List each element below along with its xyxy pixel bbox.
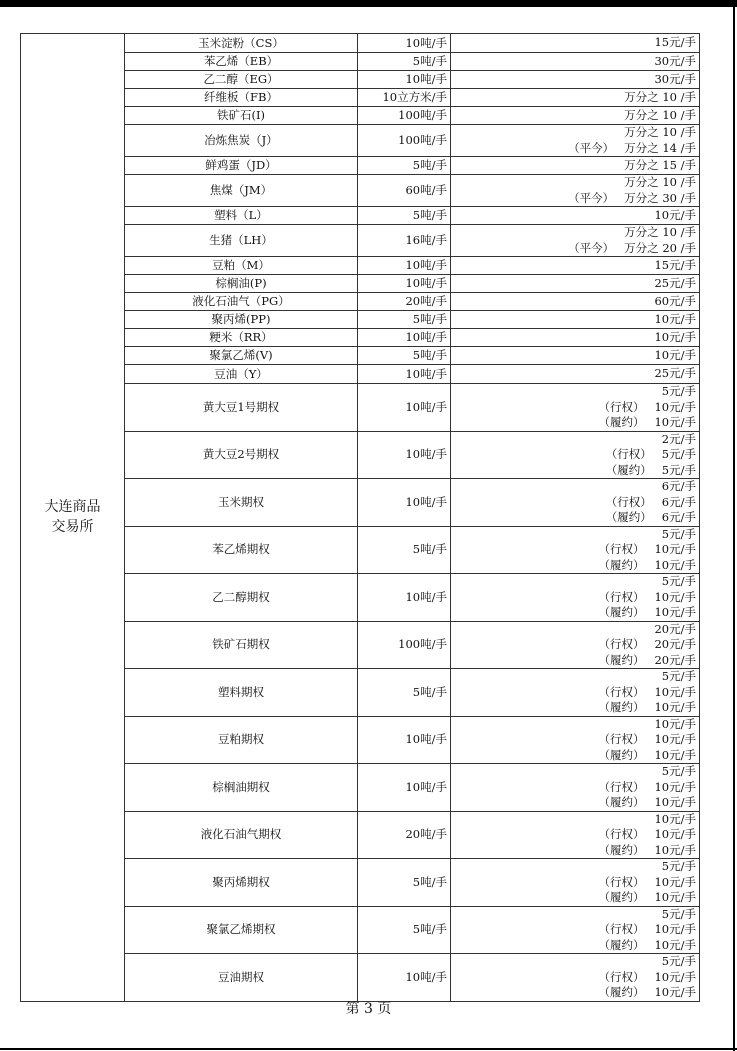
fee-type-tag: （履约）: [598, 557, 645, 572]
fee-line: [454, 241, 696, 257]
fee-line: [454, 748, 696, 764]
fee-value: 30元/手: [654, 53, 696, 68]
fee-type-tag: （行权）: [605, 494, 652, 509]
fee-type-tag: （行权）: [605, 447, 652, 461]
fee-value: 10元/手: [654, 605, 696, 619]
fee-value: 10元/手: [654, 311, 696, 326]
fee-type-tag: （行权）: [598, 922, 645, 936]
fee-value: 20元/手: [654, 621, 696, 636]
fee-value: 10元/手: [654, 747, 696, 762]
fee-cell: [451, 574, 700, 622]
fee-table-body: [21, 34, 700, 1002]
fee-type-tag: （履约）: [605, 462, 652, 477]
fee-line: [454, 54, 696, 70]
fee-type-tag: （行权）: [598, 399, 645, 414]
fee-line: [454, 258, 696, 274]
fee-line: [454, 717, 696, 733]
fee-line: [454, 622, 696, 638]
product-name: 聚氯乙烯期权: [125, 906, 358, 954]
exchange-cell: [21, 34, 125, 1002]
fee-line: [454, 922, 696, 938]
fee-line: [454, 108, 696, 124]
fee-cell: [451, 764, 700, 812]
fee-value: 30元/手: [654, 71, 696, 86]
fee-cell: [451, 669, 700, 717]
fee-value: 25元/手: [654, 366, 696, 381]
fee-value: 20元/手: [654, 652, 696, 667]
trading-unit: 5吨/手: [358, 669, 451, 717]
fee-line: [454, 700, 696, 716]
fee-line: [454, 463, 696, 479]
trading-unit: 10吨/手: [358, 257, 451, 275]
fee-value: 10元/手: [654, 732, 696, 746]
fee-line: [454, 35, 696, 51]
fee-value: 10元/手: [654, 937, 696, 952]
fee-line: [454, 558, 696, 574]
fee-type-tag: （平今）: [568, 190, 615, 205]
fee-line: [454, 191, 696, 207]
trading-unit: 5吨/手: [358, 526, 451, 574]
fee-line: [454, 348, 696, 364]
trading-unit: 10吨/手: [358, 365, 451, 384]
table-row: [21, 34, 700, 53]
fee-value: 10元/手: [654, 700, 696, 714]
product-name: 棕榈油期权: [125, 764, 358, 812]
fee-line: [454, 527, 696, 543]
fee-value: 60元/手: [654, 293, 696, 308]
fee-value: 10元/手: [654, 399, 696, 414]
fee-cell: [451, 275, 700, 293]
fee-line: [454, 732, 696, 748]
fee-line: [454, 907, 696, 923]
fee-value: 5元/手: [661, 462, 696, 477]
fee-cell: [451, 157, 700, 175]
product-name: 乙二醇（EG）: [125, 71, 358, 89]
fee-value: 10元/手: [654, 779, 696, 794]
fee-cell: [451, 329, 700, 347]
fee-value: 10元/手: [654, 827, 696, 841]
fee-cell: [451, 53, 700, 71]
fee-type-tag: （履约）: [598, 985, 645, 999]
fee-type-tag: （履约）: [598, 937, 645, 952]
fee-value: 10元/手: [654, 811, 696, 826]
fee-cell: [451, 257, 700, 275]
fee-cell: [451, 107, 700, 125]
fee-line: [454, 510, 696, 526]
fee-cell: [451, 954, 700, 1002]
fee-value: 10元/手: [654, 842, 696, 857]
fee-cell: [451, 125, 700, 157]
fee-line: [454, 175, 696, 191]
fee-value: 25元/手: [654, 275, 696, 290]
product-name: 塑料（L）: [125, 207, 358, 225]
fee-value: 10元/手: [654, 874, 696, 889]
product-name: 聚氯乙烯(V): [125, 347, 358, 365]
fee-line: [454, 590, 696, 606]
product-name: 豆粕（M）: [125, 257, 358, 275]
trading-unit: 60吨/手: [358, 175, 451, 207]
fee-value: 5元/手: [661, 574, 696, 588]
fee-line: [454, 970, 696, 986]
fee-type-tag: （履约）: [598, 415, 645, 429]
fee-line: [454, 158, 696, 174]
fee-value: 10元/手: [654, 985, 696, 999]
fee-value: 10元/手: [654, 557, 696, 572]
fee-value: 6元/手: [661, 479, 696, 493]
fee-type-tag: （履约）: [598, 795, 645, 809]
product-name: 液化石油气期权: [125, 811, 358, 859]
trading-unit: 10吨/手: [358, 479, 451, 527]
product-name: 豆油（Y）: [125, 365, 358, 384]
product-name: 粳米（RR）: [125, 329, 358, 347]
trading-unit: 100吨/手: [358, 125, 451, 157]
trading-unit: 20吨/手: [358, 293, 451, 311]
fee-value: 5元/手: [661, 906, 696, 921]
fee-value: 万分之 10 /手: [624, 125, 696, 139]
trading-unit: 10吨/手: [358, 384, 451, 432]
exchange-name-line1: 大连商品: [44, 499, 101, 516]
fee-type-tag: （行权）: [598, 589, 645, 604]
fee-line: [454, 780, 696, 796]
fee-value: 10元/手: [654, 795, 696, 809]
trading-unit: 20吨/手: [358, 811, 451, 859]
fee-cell: [451, 71, 700, 89]
trading-unit: 10吨/手: [358, 34, 451, 53]
right-border: [733, 0, 735, 1051]
fee-type-tag: （履约）: [598, 890, 645, 904]
fee-cell: [451, 347, 700, 365]
fee-type-tag: （行权）: [598, 732, 645, 746]
fee-line: [454, 574, 696, 590]
trading-unit: 10吨/手: [358, 954, 451, 1002]
fee-cell: [451, 175, 700, 207]
fee-line: [454, 312, 696, 328]
trading-unit: 10吨/手: [358, 71, 451, 89]
fee-cell: [451, 859, 700, 907]
fee-cell: [451, 526, 700, 574]
product-name: 苯乙烯期权: [125, 526, 358, 574]
trading-unit: 100吨/手: [358, 107, 451, 125]
fee-line: [454, 294, 696, 310]
product-name: 黄大豆2号期权: [125, 431, 358, 479]
fee-cell: [451, 207, 700, 225]
trading-unit: 10吨/手: [358, 275, 451, 293]
fee-line: [454, 954, 696, 970]
trading-unit: 10吨/手: [358, 431, 451, 479]
exchange-name-line2: 交易所: [51, 519, 94, 536]
fee-value: 万分之 30 /手: [624, 190, 696, 205]
product-name: 玉米淀粉（CS）: [125, 34, 358, 53]
fee-cell: [451, 89, 700, 107]
fee-type-tag: （履约）: [598, 605, 645, 619]
fee-table: [20, 33, 700, 1002]
fee-line: [454, 276, 696, 292]
fee-cell: [451, 811, 700, 859]
product-name: 液化石油气（PG）: [125, 293, 358, 311]
fee-value: 万分之 20 /手: [624, 240, 696, 255]
trading-unit: 5吨/手: [358, 859, 451, 907]
product-name: 聚丙烯(PP): [125, 311, 358, 329]
page-number: 第 3 页: [345, 1001, 392, 1017]
fee-cell: [451, 431, 700, 479]
fee-value: 万分之 10 /手: [624, 225, 696, 239]
fee-type-tag: （行权）: [598, 637, 645, 651]
fee-value: 20元/手: [654, 637, 696, 651]
fee-line: [454, 542, 696, 558]
fee-line: [454, 225, 696, 241]
fee-line: [454, 827, 696, 843]
fee-value: 万分之 10 /手: [624, 175, 696, 189]
fee-cell: [451, 311, 700, 329]
fee-value: 10元/手: [654, 415, 696, 429]
fee-type-tag: （行权）: [598, 542, 645, 556]
top-border: [0, 0, 737, 7]
fee-value: 10元/手: [654, 542, 696, 556]
fee-line: [454, 669, 696, 685]
fee-value: 10元/手: [654, 589, 696, 604]
fee-value: 万分之 14 /手: [624, 140, 696, 155]
product-name: 黄大豆1号期权: [125, 384, 358, 432]
fee-line: [454, 72, 696, 88]
trading-unit: 10吨/手: [358, 716, 451, 764]
fee-line: [454, 330, 696, 346]
fee-value: 5元/手: [661, 954, 696, 968]
trading-unit: 5吨/手: [358, 347, 451, 365]
fee-line: [454, 890, 696, 906]
fee-value: 10元/手: [654, 969, 696, 984]
fee-line: [454, 812, 696, 828]
fee-line: [454, 795, 696, 811]
fee-value: 10元/手: [654, 922, 696, 936]
fee-line: [454, 875, 696, 891]
fee-value: 万分之 10 /手: [624, 89, 696, 104]
fee-cell: [451, 906, 700, 954]
product-name: 豆油期权: [125, 954, 358, 1002]
product-name: 铁矿石期权: [125, 621, 358, 669]
fee-value: 万分之 15 /手: [624, 157, 696, 172]
product-name: 焦煤（JM）: [125, 175, 358, 207]
product-name: 塑料期权: [125, 669, 358, 717]
fee-cell: [451, 225, 700, 257]
fee-value: 15元/手: [654, 35, 696, 50]
fee-value: 15元/手: [654, 257, 696, 272]
fee-value: 10元/手: [654, 684, 696, 699]
fee-type-tag: （履约）: [598, 842, 645, 857]
fee-line: [454, 764, 696, 780]
fee-value: 5元/手: [661, 526, 696, 541]
trading-unit: 5吨/手: [358, 157, 451, 175]
fee-type-tag: （行权）: [598, 874, 645, 889]
product-name: 棕榈油(P): [125, 275, 358, 293]
fee-line: [454, 208, 696, 224]
fee-line: [454, 125, 696, 141]
product-name: 乙二醇期权: [125, 574, 358, 622]
fee-type-tag: （行权）: [598, 827, 645, 841]
fee-line: [454, 90, 696, 106]
product-name: 生猪（LH）: [125, 225, 358, 257]
fee-type-tag: （履约）: [598, 747, 645, 762]
product-name: 聚丙烯期权: [125, 859, 358, 907]
fee-type-tag: （平今）: [568, 240, 615, 255]
product-name: 玉米期权: [125, 479, 358, 527]
fee-line: [454, 685, 696, 701]
fee-value: 6元/手: [661, 494, 696, 509]
fee-line: [454, 938, 696, 954]
fee-value: 5元/手: [661, 384, 696, 398]
bottom-border: [0, 1048, 737, 1050]
fee-value: 5元/手: [661, 669, 696, 683]
fee-cell: [451, 293, 700, 311]
fee-type-tag: （履约）: [598, 652, 645, 667]
fee-line: [454, 605, 696, 621]
fee-type-tag: （行权）: [598, 684, 645, 699]
fee-value: 10元/手: [654, 890, 696, 904]
fee-value: 10元/手: [654, 207, 696, 222]
fee-line: [454, 843, 696, 859]
trading-unit: 5吨/手: [358, 311, 451, 329]
product-name: 鲜鸡蛋（JD）: [125, 157, 358, 175]
trading-unit: 16吨/手: [358, 225, 451, 257]
product-name: 冶炼焦炭（J）: [125, 125, 358, 157]
fee-value: 2元/手: [661, 431, 696, 446]
trading-unit: 10吨/手: [358, 574, 451, 622]
fee-type-tag: （行权）: [598, 779, 645, 794]
fee-value: 5元/手: [661, 764, 696, 778]
fee-line: [454, 366, 696, 382]
fee-value: 5元/手: [661, 447, 696, 461]
fee-type-tag: （履约）: [605, 510, 652, 524]
trading-unit: 5吨/手: [358, 906, 451, 954]
product-name: 纤维板（FB）: [125, 89, 358, 107]
fee-line: [454, 384, 696, 400]
fee-line: [454, 141, 696, 157]
trading-unit: 10吨/手: [358, 764, 451, 812]
product-name: 铁矿石(I): [125, 107, 358, 125]
fee-type-tag: （行权）: [598, 969, 645, 984]
fee-line: [454, 447, 696, 463]
fee-value: 10元/手: [654, 329, 696, 344]
fee-line: [454, 479, 696, 495]
fee-line: [454, 637, 696, 653]
fee-value: 10元/手: [654, 347, 696, 362]
fee-line: [454, 653, 696, 669]
product-name: 苯乙烯（EB）: [125, 53, 358, 71]
fee-line: [454, 432, 696, 448]
fee-line: [454, 859, 696, 875]
fee-cell: [451, 716, 700, 764]
fee-value: 5元/手: [661, 859, 696, 873]
trading-unit: 5吨/手: [358, 207, 451, 225]
trading-unit: 10立方米/手: [358, 89, 451, 107]
fee-value: 万分之 10 /手: [624, 107, 696, 122]
fee-cell: [451, 479, 700, 527]
fee-value: 10元/手: [654, 716, 696, 731]
fee-line: [454, 495, 696, 511]
trading-unit: 5吨/手: [358, 53, 451, 71]
fee-value: 6元/手: [661, 510, 696, 524]
fee-type-tag: （履约）: [598, 700, 645, 714]
trading-unit: 10吨/手: [358, 329, 451, 347]
fee-type-tag: （平今）: [568, 140, 615, 155]
fee-line: [454, 400, 696, 416]
fee-cell: [451, 34, 700, 53]
trading-unit: 100吨/手: [358, 621, 451, 669]
fee-cell: [451, 621, 700, 669]
fee-line: [454, 415, 696, 431]
product-name: 豆粕期权: [125, 716, 358, 764]
fee-cell: [451, 384, 700, 432]
fee-cell: [451, 365, 700, 384]
